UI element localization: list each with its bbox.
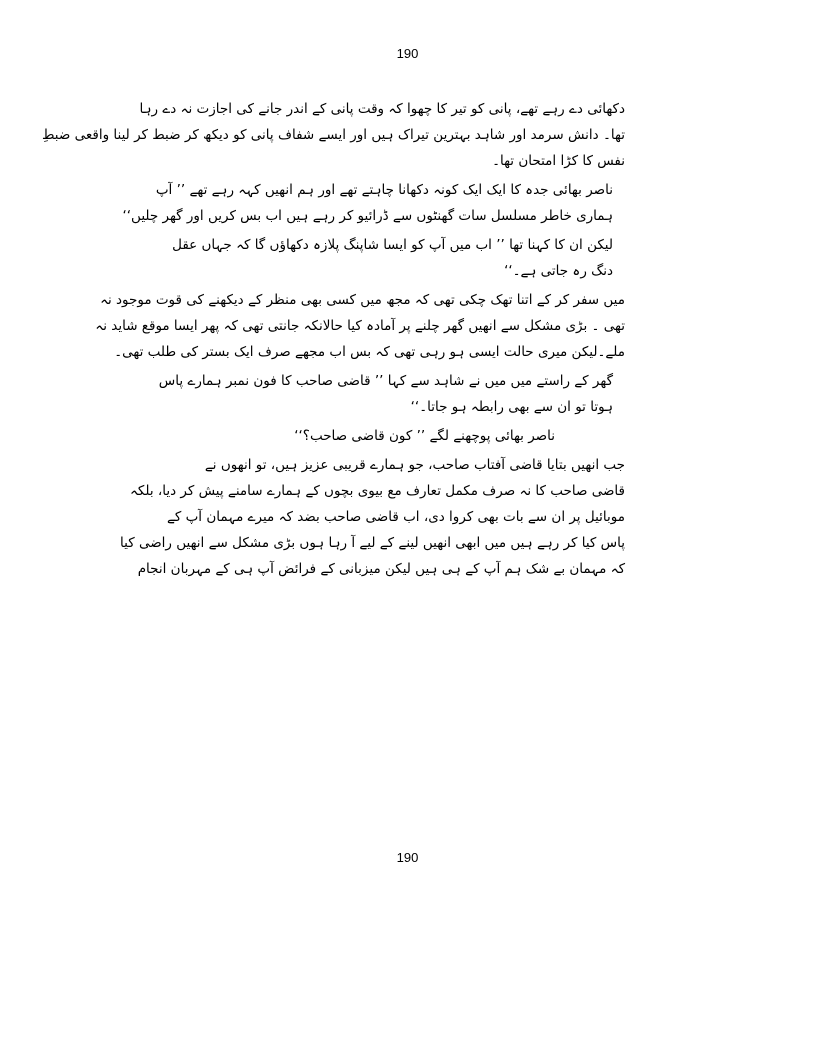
paragraph (41, 96, 625, 174)
text-line: میں سفر کر کے اتنا تھک چکی تھی کہ مجھ میں کسی بھی منظر کے دیکھنے کی قوت موجود نہ (100, 292, 625, 308)
page-number-top: 190 (396, 46, 419, 61)
text-line: نفس کا کڑا امتحان تھا۔ (492, 153, 625, 169)
text-line: لیکن ان کا کہنا تھا ’’ اب میں آپ کو ایسا شاپنگ پلازہ دکھاؤں گا کہ جہاں عقل (172, 237, 613, 253)
text-line: تھا۔ دانش سرمد اور شاہد بہترین تیراک ہیں اور ایسے شفاف پانی کو دیکھ کر ضبط کر لینا واقعی ضبطِ (41, 127, 625, 143)
paragraph (172, 232, 625, 284)
page-number-bottom: 190 (396, 850, 419, 865)
text-line: ہوتا تو ان سے بھی رابطہ ہو جاتا۔‘‘ (410, 399, 613, 415)
text-line: قاضی صاحب کا نہ صرف مکمل تعارف مع بیوی بچوں کے ہمارے سامنے پیش کر دیا، بلکہ (130, 483, 625, 499)
text-body (41, 96, 625, 585)
text-line: کہ مہمان بے شک ہم آپ کے ہی ہیں لیکن میزبانی کے فرائض آپ ہی کے مہربان انجام (137, 561, 625, 577)
paragraph (158, 368, 625, 420)
paragraph (95, 287, 625, 365)
text-line: ناصر بھائی پوچھنے لگے ’’ کون قاضی صاحب؟‘‘ (294, 428, 555, 444)
text-line: موبائیل پر ان سے بات بھی کروا دی، اب قاضی صاحب بضد کہ میرے مہمان آپ کے (166, 509, 625, 525)
text-line: دنگ رہ جاتی ہے۔‘‘ (504, 263, 613, 279)
paragraph (120, 452, 625, 582)
paragraph (205, 423, 625, 449)
text-line: پاس کیا کر رہے ہیں میں ابھی انھیں لینے کے لیے آ رہا ہوں بڑی مشکل سے انھیں راضی کیا (120, 535, 625, 551)
text-line: تھی ۔ بڑی مشکل سے انھیں گھر چلنے پر آمادہ کیا حالانکہ جانتی تھی کہ پھر ایسا موقع شاید نہ (95, 318, 625, 334)
text-line: دکھائی دے رہے تھے، پانی کو تیر کا چھوا کہ وقت پانی کے اندر جانے کی اجازت نہ دے رہا (139, 101, 625, 117)
text-line: جب انھیں بتایا قاضی آفتاب صاحب، جو ہمارے قریبی عزیز ہیں، تو انھوں نے (204, 457, 625, 473)
paragraph (122, 177, 625, 229)
text-line: ہماری خاطر مسلسل سات گھنٹوں سے ڈرائیو کر رہے ہیں اب بس کریں اور گھر چلیں‘‘ (122, 208, 613, 224)
text-line: گھر کے راستے میں میں نے شاہد سے کہا ’’ قاضی صاحب کا فون نمبر ہمارے پاس (158, 373, 613, 389)
text-line: ناصر بھائی جدہ کا ایک ایک کونہ دکھانا چاہتے تھے اور ہم انھیں کہہ رہے تھے ’’ آپ (155, 182, 613, 198)
text-line: ملے۔لیکن میری حالت ایسی ہو رہی تھی کہ بس اب مجھے صرف ایک بستر کی طلب تھی۔ (114, 344, 625, 360)
